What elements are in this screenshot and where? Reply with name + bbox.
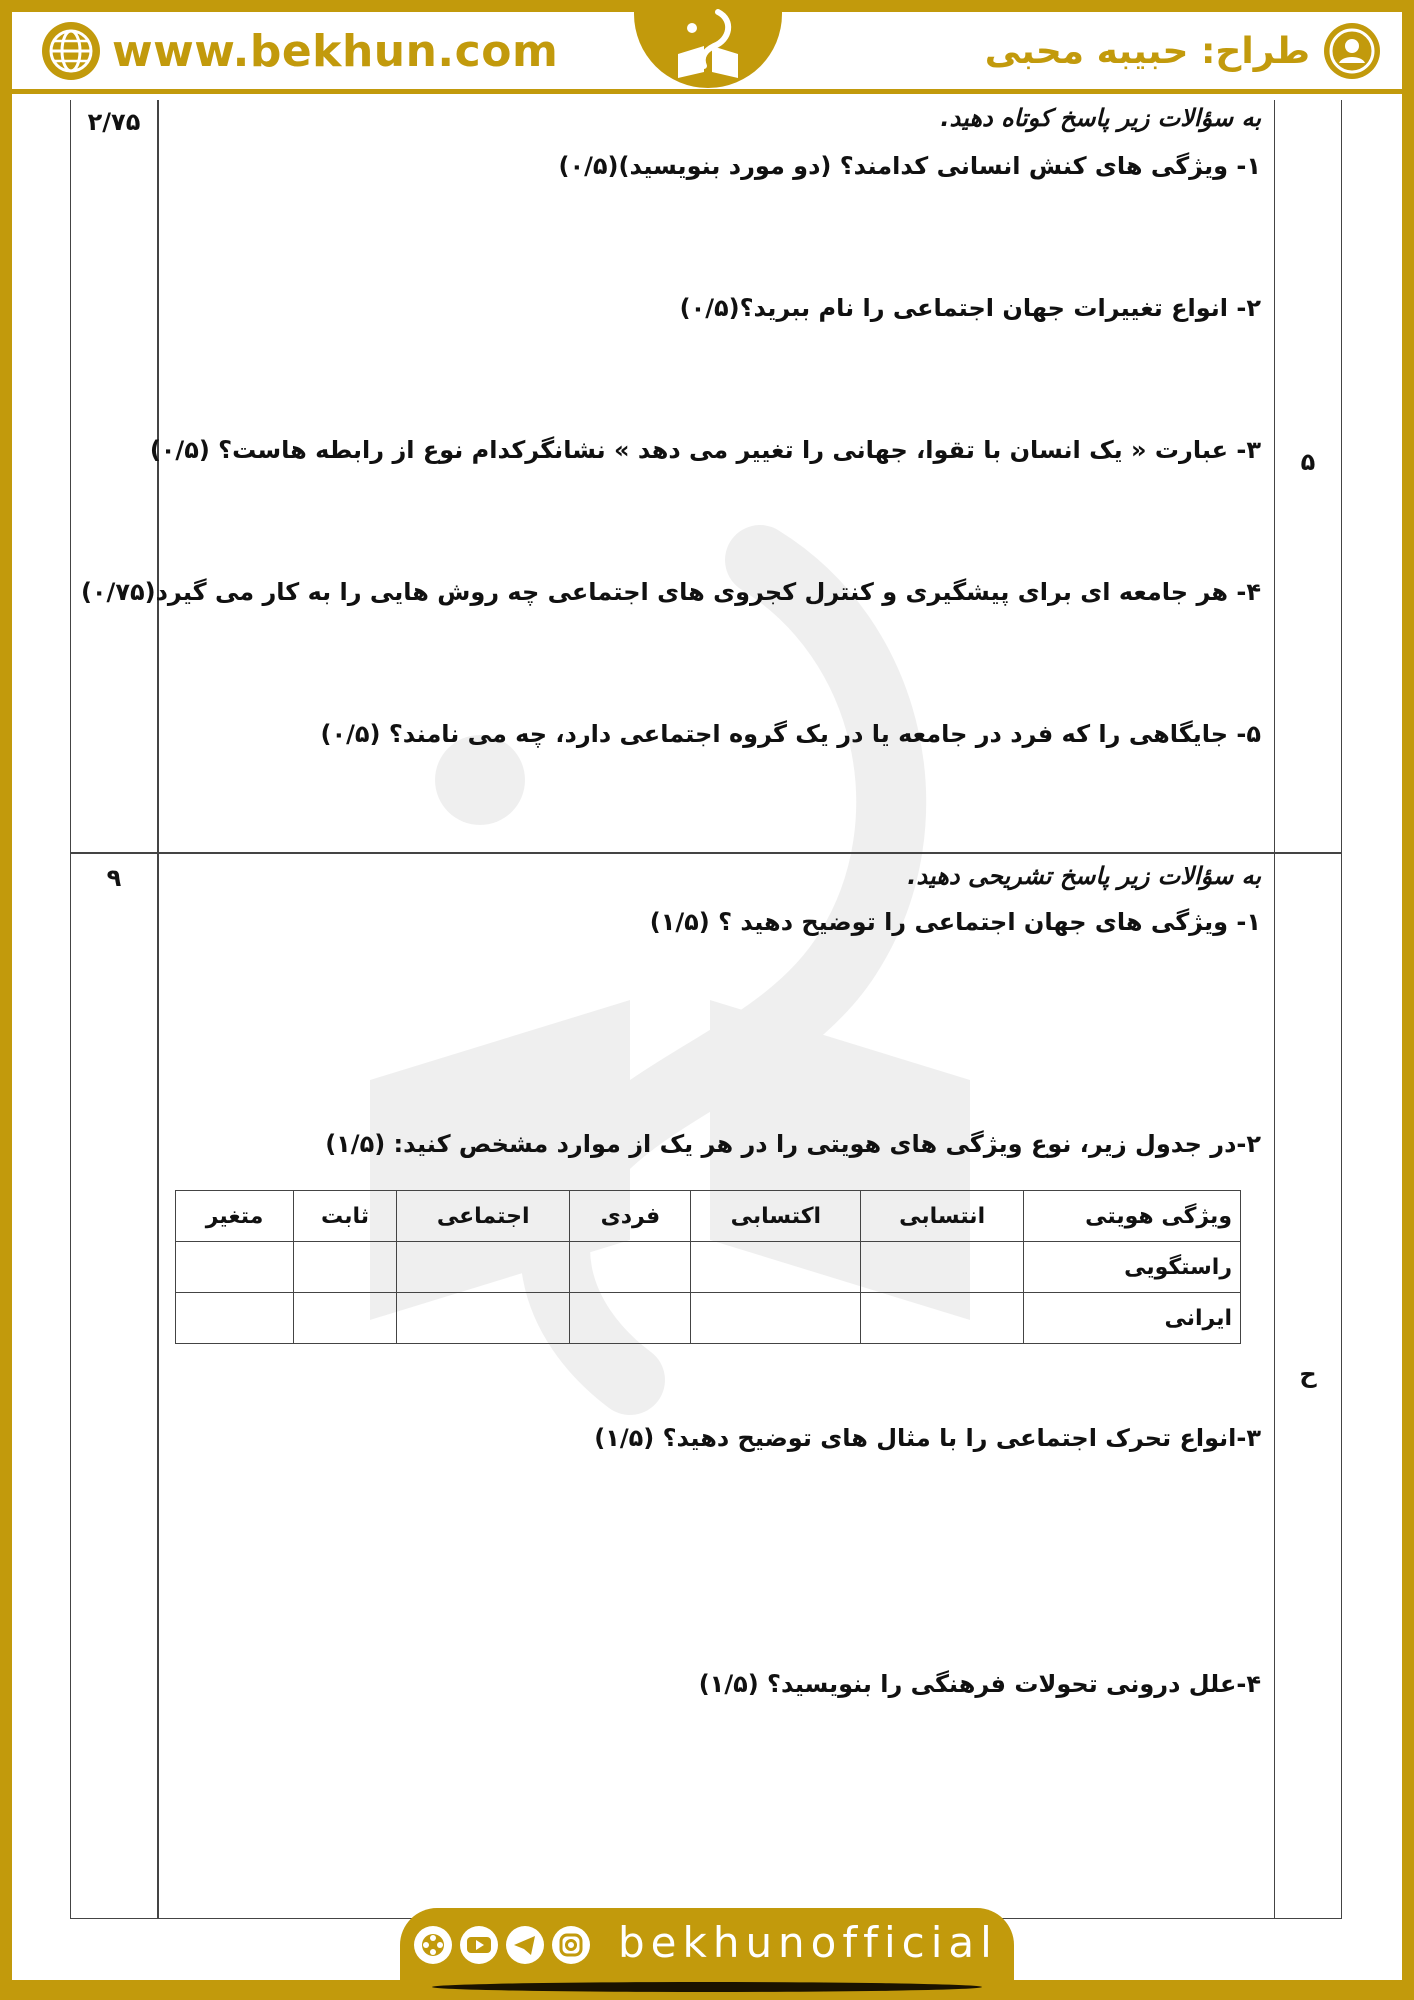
question-1-5: ۵- جایگاهی را که فرد در جامعه یا در یک گروه اجتماعی دارد، چه می نامند؟ (۰/۵) <box>320 720 1261 748</box>
answer-cell[interactable] <box>691 1293 861 1344</box>
website-link[interactable] <box>42 26 558 76</box>
telegram-icon[interactable] <box>506 1926 544 1964</box>
row-label: راستگویی <box>1024 1242 1241 1293</box>
designer-credit <box>985 26 1380 76</box>
question-1-2: ۲- انواع تغییرات جهان اجتماعی را نام ببرید؟(۰/۵) <box>679 294 1261 322</box>
table-row <box>176 1242 1241 1293</box>
question-1-4: ۴- هر جامعه ای برای پیشگیری و کنترل کجروی های اجتماعی چه روش هایی را به کار می گیرد(۰/۷۵) <box>80 578 1261 606</box>
section-1-heading: به سؤالات زیر پاسخ کوتاه دهید. <box>940 104 1261 132</box>
social-handle: bekhunofficial <box>618 1918 998 1967</box>
row-label: ایرانی <box>1024 1293 1241 1344</box>
question-1-3: ۳- عبارت « یک انسان با تقوا، جهانی را تغییر می دهد » نشانگرکدام نوع از رابطه هاست؟ (۰/۵) <box>149 436 1261 464</box>
question-2-3: ۳-انواع تحرک اجتماعی را با مثال های توضیح دهید؟ (۱/۵) <box>594 1424 1261 1452</box>
answer-cell[interactable] <box>861 1242 1024 1293</box>
social-icons <box>414 1926 590 1964</box>
section-1-label: ۵ <box>1300 448 1316 476</box>
header-cell: متغیر <box>176 1191 294 1242</box>
designer-name: طراح: حبیبه محبی <box>984 30 1310 72</box>
answer-cell[interactable] <box>570 1293 691 1344</box>
website-url: www.bekhun.com <box>112 25 559 77</box>
instagram-icon[interactable] <box>552 1926 590 1964</box>
exam-table <box>70 100 1342 1919</box>
answer-cell[interactable] <box>176 1242 294 1293</box>
answer-cell[interactable] <box>294 1293 397 1344</box>
header-cell: ثابت <box>294 1191 397 1242</box>
social-footer <box>400 1908 1014 1982</box>
header-cell: اکتسابی <box>691 1191 861 1242</box>
answer-cell[interactable] <box>570 1242 691 1293</box>
header-cell: انتسابی <box>861 1191 1024 1242</box>
row-column-divider <box>1274 100 1276 1918</box>
question-2-2: ۲-در جدول زیر، نوع ویژگی های هویتی را در هر یک از موارد مشخص کنید: (۱/۵) <box>325 1130 1261 1158</box>
user-icon <box>1324 23 1380 79</box>
header-cell: فردی <box>570 1191 691 1242</box>
youtube-icon[interactable] <box>460 1926 498 1964</box>
score-column-divider <box>157 100 159 1918</box>
section-2-label: ح <box>1299 1360 1317 1388</box>
answer-cell[interactable] <box>396 1293 569 1344</box>
section-2-heading: به سؤالات زیر پاسخ تشریحی دهید. <box>907 862 1261 890</box>
answer-cell[interactable] <box>691 1242 861 1293</box>
section-2-score: ۹ <box>106 864 122 892</box>
globe-icon <box>42 22 100 80</box>
identity-table-header <box>176 1191 1241 1242</box>
answer-cell[interactable] <box>294 1242 397 1293</box>
aparat-icon[interactable] <box>414 1926 452 1964</box>
answer-cell[interactable] <box>861 1293 1024 1344</box>
section-divider <box>71 852 1341 854</box>
identity-table <box>175 1190 1241 1344</box>
footer-shadow <box>432 1982 982 1992</box>
answer-cell[interactable] <box>176 1293 294 1344</box>
question-2-1: ۱- ویژگی های جهان اجتماعی را توضیح دهید ؟ (۱/۵) <box>649 908 1261 936</box>
question-2-4: ۴-علل درونی تحولات فرهنگی را بنویسید؟ (۱/۵) <box>698 1670 1261 1698</box>
question-1-1: ۱- ویژگی های کنش انسانی کدامند؟ (دو مورد بنویسید)(۰/۵) <box>558 152 1261 180</box>
book-logo-icon <box>670 6 746 82</box>
header-cell: اجتماعی <box>396 1191 569 1242</box>
header-cell: ویژگی هویتی <box>1024 1191 1241 1242</box>
section-1-score: ۲/۷۵ <box>87 108 141 136</box>
answer-cell[interactable] <box>396 1242 569 1293</box>
table-row <box>176 1293 1241 1344</box>
